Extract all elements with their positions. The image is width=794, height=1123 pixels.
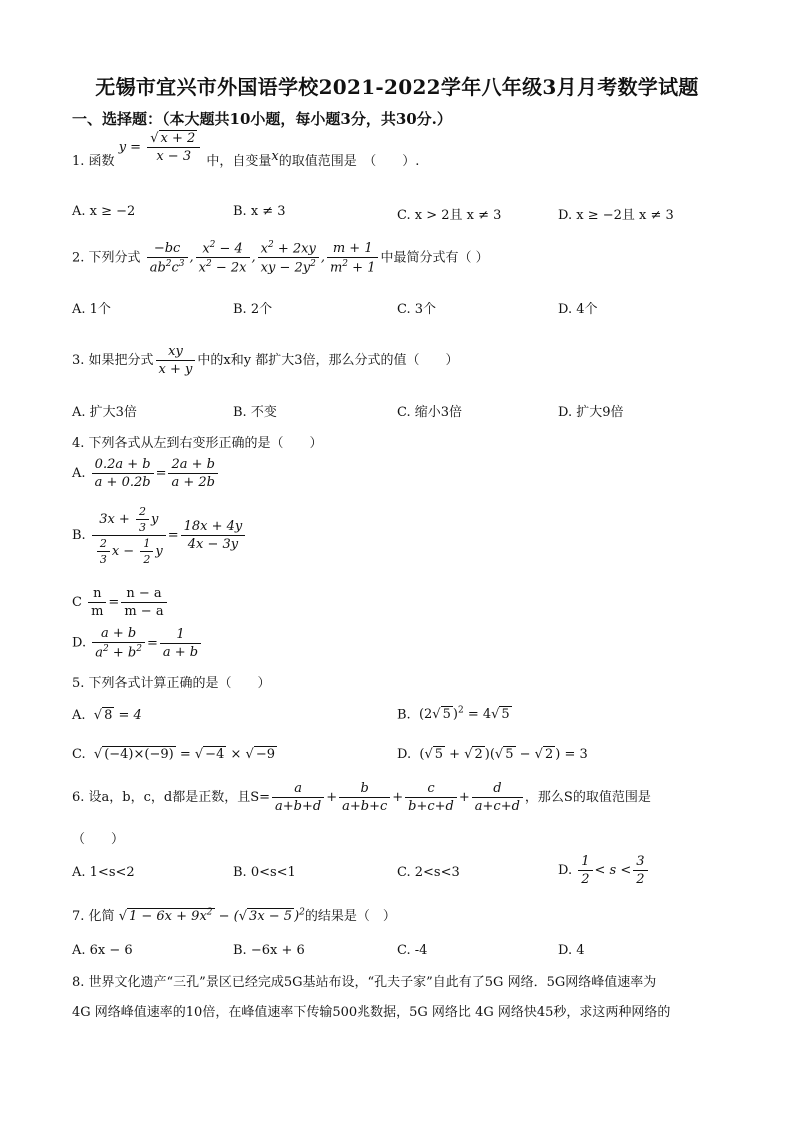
question-6 [72,781,651,814]
q1-option-c: C. x > 2且 x ≠ 3 [397,208,502,223]
q6-prefix: 6. 设a，b，c，d都是正数，且S= [72,790,271,805]
q7-expression: √ $1 - 6x + 9x^2$ − (√ 3x − 5 )$^2$ [118,907,305,924]
q6-suffix: ，那么S的取值范围是 [524,790,651,805]
q5-option-c: C. √ (−4)×(−9) = √ −4 × √ −9 [72,747,275,762]
q6-option-a: A. 1<s<2 [72,865,135,880]
q2-option-c: C. 3个 [397,302,437,317]
question-3 [72,344,458,377]
q3-option-d: D. 扩大9倍 [558,405,624,420]
q3-option-b: B. 不变 [233,405,277,420]
q1-tail: 的取值范围是 （ ）. [278,154,420,169]
q3-option-a: A. 扩大3倍 [72,405,137,420]
section-heading: 一、选择题：（本大题共10小题，每小题3分，共30分.） [72,110,452,128]
q3-suffix: 中的x和y 都扩大3倍，那么分式的值（ ） [197,353,459,368]
q6-paren: （ ） [72,832,125,847]
q6-sum: $\frac{a}{a+b+d}$ + $\frac{b}{a+b+c}$ + $\frac{c}{b+c+d}$ + $\frac{d}{a+c+d}$ [270,790,525,805]
q8-line-1: 8. 世界文化遗产“三孔”景区已经完成5G基站布设，“孔夫子家”自此有了5G 网络．5G网络峰值速率为 [72,975,657,990]
question-5-stem: 5. 下列各式计算正确的是（ ） [72,676,271,691]
q8-line-2: 4G 网络峰值速率的10倍，在峰值速率下传输500兆数据，5G 网络比 4G 网络快45秒，求这两种网络的 [72,1005,671,1020]
page-title: 无锡市宜兴市外国语学校2021-2022学年八年级3月月考数学试题 [95,75,699,99]
q6-option-c: C. 2<s<3 [397,865,460,880]
q2-prefix: 2. 下列分式 [72,250,141,266]
q5-option-a: A. √ 8 = 4 [72,708,142,723]
q3-fraction: $\frac{xy}{x + y}$ [154,353,198,368]
question-1: 1. 函数 y = $\frac{√ x + 2}{x - 3}$ 中，自变量x的取值范围是 （ ）. [72,131,420,169]
q1-option-b: B. x ≠ 3 [233,204,286,219]
q1-option-d: D. x ≥ −2且 x ≠ 3 [558,208,674,223]
q1-formula: y = $\frac{√ x + 2}{x - 3}$ [119,131,203,164]
q7-prefix: 7. 化简 [72,909,115,924]
q2-option-d: D. 4个 [558,302,598,317]
q5-option-d: D. (√ 5 + √ 2 )(√ 5 − √ 2 ) = 3 [397,747,588,762]
q6-option-b: B. 0<s<1 [233,865,296,880]
q6-option-d: D. $\frac{1}{2}$ < s < $\frac{3}{2}$ [558,854,650,887]
q7-option-d: D. 4 [558,943,585,958]
q2-fractions: $\frac{-bc}{ab^2c^3}$ , $\frac{x^2 - 4}{x^2 - 2x}$ , $\frac{x^2 + 2xy}{xy - 2y^2}$ , $\frac{m + 1}{m^2 + 1}$ [141,250,381,265]
q1-num: 1. 函数 [72,154,115,169]
question-4-stem: 4. 下列各式从左到右变形正确的是（ ） [72,436,323,451]
q2-option-b: B. 2个 [233,302,273,317]
q1-option-a: A. x ≥ −2 [72,204,136,219]
q7-suffix: 的结果是（ ） [304,909,396,924]
q3-prefix: 3. 如果把分式 [72,353,154,368]
q3-option-c: C. 缩小3倍 [397,405,463,420]
q2-option-a: A. 1个 [72,302,111,317]
q4-option-d: D. $\frac{a + b}{a^2 + b^2}$ = $\frac{1}{a + b}$ [72,626,203,660]
q7-option-c: C. -4 [397,943,428,958]
q2-suffix: 中最简分式有（ ） [380,250,489,266]
q7-option-a: A. 6x − 6 [72,943,133,958]
q7-option-b: B. −6x + 6 [233,943,305,958]
q4-option-b: B. 3x + $\frac{2}{3}$ y $\frac{2}{3}$ x − $\frac{1}{2}$ y = $\frac{18x + 4y}{4x - 3y}$ [72,505,247,566]
q4-option-c: C $\frac{n}{m}$ = $\frac{n - a}{m - a}$ [72,586,169,619]
question-7 [72,905,396,924]
q5-option-b: B. (2√ 5 )$^2$ = 4√ 5 [397,706,510,723]
question-2 [72,240,489,276]
q1-mid: 中，自变量 [206,154,272,169]
q4-option-a: A. $\frac{0.2a + b}{a + 0.2b}$ = $\frac{2a + b}{a + 2b}$ [72,457,220,490]
